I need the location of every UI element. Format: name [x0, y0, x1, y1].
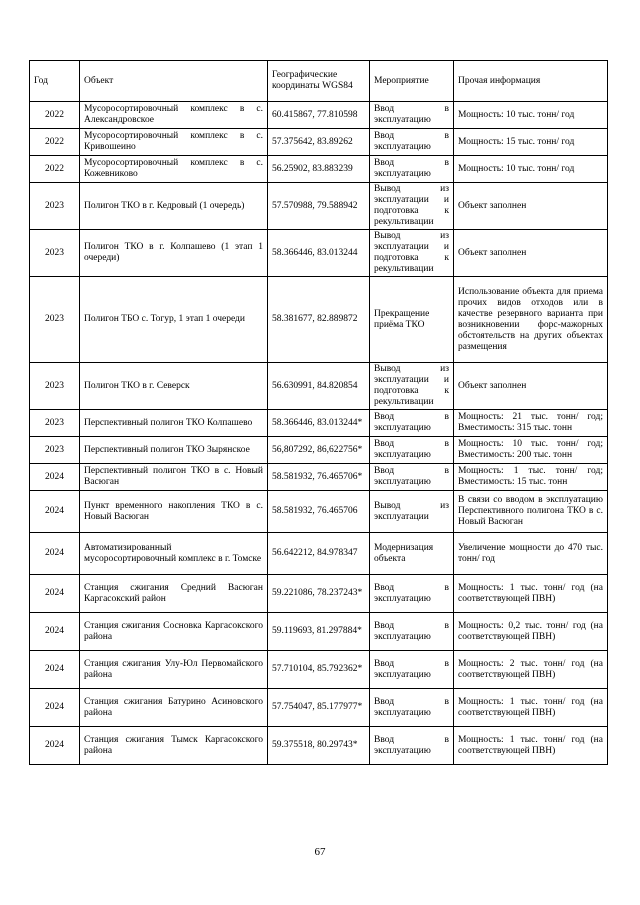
cell-action: Ввод в эксплуатацию: [370, 102, 454, 129]
cell-action: Ввод в эксплуатацию: [370, 651, 454, 689]
table-row: [30, 156, 608, 183]
cell-coords: 56.642212, 84.978347: [268, 533, 370, 575]
cell-year: 2023: [30, 437, 80, 464]
cell-info: Увеличение мощности до 470 тыс. тонн/ год: [454, 533, 608, 575]
cell-year: 2024: [30, 464, 80, 491]
table-body: [30, 102, 608, 765]
table-row: [30, 689, 608, 727]
cell-coords: 58.366446, 83.013244: [268, 230, 370, 277]
cell-object: Перспективный полигон ТКО Зырянское: [80, 437, 268, 464]
cell-action: Ввод в эксплуатацию: [370, 727, 454, 765]
table-row: [30, 491, 608, 533]
cell-object: Мусоросортировочный комплекс в с. Кривошеино: [80, 129, 268, 156]
cell-coords: 60.415867, 77.810598: [268, 102, 370, 129]
cell-coords: 57.754047, 85.177977*: [268, 689, 370, 727]
cell-info: Использование объекта для приема прочих видов отходов или в качестве резервного варианта при возникновении форс-мажорных обстоятельств на других объектах размещения: [454, 277, 608, 363]
table-row: [30, 410, 608, 437]
cell-action: Вывод из эксплуатации и подготовка к рекультивации: [370, 230, 454, 277]
cell-object: Полигон ТБО с. Тогур, 1 этап 1 очереди: [80, 277, 268, 363]
cell-action: Вывод из эксплуатации и подготовка к рекультивации: [370, 363, 454, 410]
cell-action: Модернизация объекта: [370, 533, 454, 575]
header-object: Объект: [80, 61, 268, 102]
cell-coords: 56,807292, 86,622756*: [268, 437, 370, 464]
cell-year: 2024: [30, 651, 80, 689]
cell-object: Пункт временного накопления ТКО в с. Новый Васюган: [80, 491, 268, 533]
cell-object: Автоматизированный мусоросортировочный комплекс в г. Томске: [80, 533, 268, 575]
cell-year: 2024: [30, 689, 80, 727]
cell-object: Перспективный полигон ТКО Колпашево: [80, 410, 268, 437]
cell-year: 2023: [30, 183, 80, 230]
cell-year: 2024: [30, 533, 80, 575]
cell-year: 2022: [30, 129, 80, 156]
cell-coords: 56.630991, 84.820854: [268, 363, 370, 410]
table-row: [30, 230, 608, 277]
cell-info: Мощность: 15 тыс. тонн/ год: [454, 129, 608, 156]
cell-info: Мощность: 21 тыс. тонн/ год; Вместимость: 315 тыс. тонн: [454, 410, 608, 437]
cell-year: 2023: [30, 230, 80, 277]
table-row: [30, 363, 608, 410]
cell-action: Ввод в эксплуатацию: [370, 575, 454, 613]
table-row: [30, 575, 608, 613]
cell-coords: 56.25902, 83.883239: [268, 156, 370, 183]
cell-action: Ввод в эксплуатацию: [370, 437, 454, 464]
cell-info: Объект заполнен: [454, 230, 608, 277]
cell-info: Мощность: 2 тыс. тонн/ год (на соответствующей ПВН): [454, 651, 608, 689]
table-row: [30, 613, 608, 651]
cell-object: Станция сжигания Тымск Каргасокского района: [80, 727, 268, 765]
cell-coords: 59.221086, 78.237243*: [268, 575, 370, 613]
cell-info: Мощность: 1 тыс. тонн/ год (на соответствующей ПВН): [454, 727, 608, 765]
table-row: [30, 129, 608, 156]
cell-info: Мощность: 10 тыс. тонн/ год: [454, 102, 608, 129]
cell-object: Мусоросортировочный комплекс в с. Кожевниково: [80, 156, 268, 183]
cell-year: 2022: [30, 102, 80, 129]
cell-year: 2024: [30, 727, 80, 765]
table-row: [30, 102, 608, 129]
cell-coords: 57.375642, 83.89262: [268, 129, 370, 156]
header-action: Мероприятие: [370, 61, 454, 102]
cell-coords: 57.710104, 85.792362*: [268, 651, 370, 689]
cell-object: Станция сжигания Сосновка Каргасокского района: [80, 613, 268, 651]
header-info: Прочая информация: [454, 61, 608, 102]
cell-info: Мощность: 10 тыс. тонн/ год: [454, 156, 608, 183]
cell-action: Ввод в эксплуатацию: [370, 410, 454, 437]
table-row: [30, 437, 608, 464]
cell-info: Мощность: 10 тыс. тонн/ год; Вместимость: 200 тыс. тонн: [454, 437, 608, 464]
table-row: [30, 277, 608, 363]
cell-info: В связи со вводом в эксплуатацию Перспективного полигона ТКО в с. Новый Васюган: [454, 491, 608, 533]
cell-coords: 58.366446, 83.013244*: [268, 410, 370, 437]
cell-coords: 57.570988, 79.588942: [268, 183, 370, 230]
cell-action: Вывод из эксплуатации и подготовка к рекультивации: [370, 183, 454, 230]
cell-year: 2024: [30, 613, 80, 651]
cell-coords: 58.581932, 76.465706: [268, 491, 370, 533]
cell-action: Ввод в эксплуатацию: [370, 156, 454, 183]
waste-facilities-table: [29, 60, 608, 765]
table-row: [30, 183, 608, 230]
cell-action: Ввод в эксплуатацию: [370, 129, 454, 156]
table-row: [30, 727, 608, 765]
cell-action: Ввод в эксплуатацию: [370, 613, 454, 651]
header-year: Год: [30, 61, 80, 102]
cell-coords: 58.581932, 76.465706*: [268, 464, 370, 491]
cell-year: 2023: [30, 363, 80, 410]
cell-year: 2024: [30, 491, 80, 533]
cell-info: Объект заполнен: [454, 183, 608, 230]
cell-action: Вывод из эксплуатации: [370, 491, 454, 533]
cell-action: Прекращение приёма ТКО: [370, 277, 454, 363]
cell-object: Полигон ТКО в г. Кедровый (1 очередь): [80, 183, 268, 230]
table-row: [30, 464, 608, 491]
cell-info: Мощность: 1 тыс. тонн/ год; Вместимость: 15 тыс. тонн: [454, 464, 608, 491]
header-coords: Географические координаты WGS84: [268, 61, 370, 102]
cell-object: Полигон ТКО в г. Колпашево (1 этап 1 очереди): [80, 230, 268, 277]
table-row: [30, 651, 608, 689]
cell-action: Ввод в эксплуатацию: [370, 464, 454, 491]
cell-info: Мощность: 1 тыс. тонн/ год (на соответствующей ПВН): [454, 575, 608, 613]
cell-year: 2023: [30, 277, 80, 363]
table-row: [30, 533, 608, 575]
cell-info: Мощность: 1 тыс. тонн/ год (на соответствующей ПВН): [454, 689, 608, 727]
cell-info: Мощность: 0,2 тыс. тонн/ год (на соответствующей ПВН): [454, 613, 608, 651]
cell-info: Объект заполнен: [454, 363, 608, 410]
cell-object: Станция сжигания Средний Васюган Каргасокский район: [80, 575, 268, 613]
cell-object: Станция сжигания Батурино Асиновского района: [80, 689, 268, 727]
cell-object: Перспективный полигон ТКО в с. Новый Васюган: [80, 464, 268, 491]
cell-coords: 59.119693, 81.297884*: [268, 613, 370, 651]
cell-year: 2023: [30, 410, 80, 437]
page-number: 67: [314, 846, 326, 858]
cell-object: Полигон ТКО в г. Северск: [80, 363, 268, 410]
cell-object: Станция сжигания Улу-Юл Первомайского района: [80, 651, 268, 689]
cell-year: 2022: [30, 156, 80, 183]
cell-action: Ввод в эксплуатацию: [370, 689, 454, 727]
cell-coords: 59.375518, 80.29743*: [268, 727, 370, 765]
cell-year: 2024: [30, 575, 80, 613]
cell-coords: 58.381677, 82.889872: [268, 277, 370, 363]
cell-object: Мусоросортировочный комплекс в с. Александровское: [80, 102, 268, 129]
table-header-row: [30, 61, 608, 102]
